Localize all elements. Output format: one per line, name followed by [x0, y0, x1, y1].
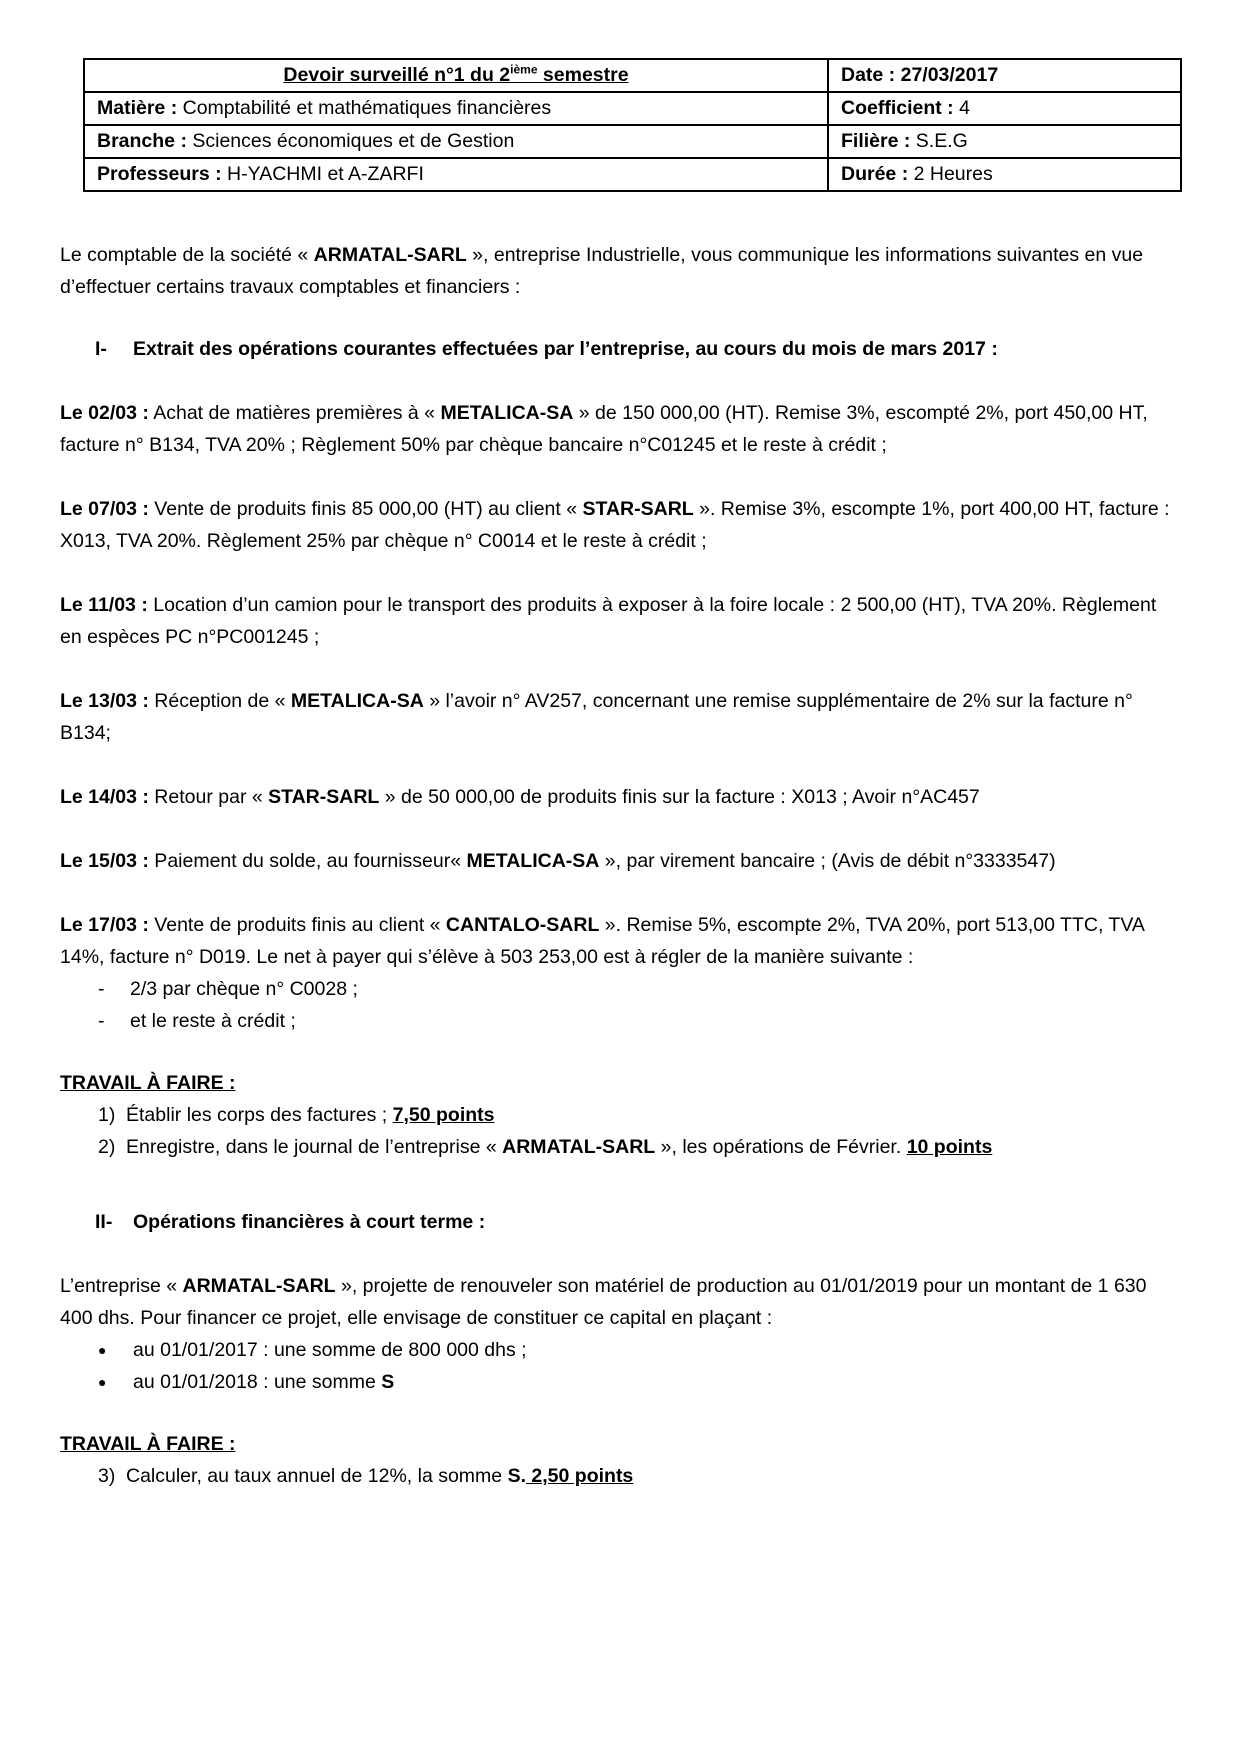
exam-page: [60, 58, 1180, 1492]
placements-list: [60, 1334, 1180, 1398]
matiere-cell: Matière : Comptabilité et mathématiques financières: [84, 92, 828, 125]
bullet-icon: ●: [98, 1342, 107, 1358]
header-row-branche: [84, 125, 1181, 158]
list-item: - 2/3 par chèque n° C0028 ;: [98, 978, 358, 1000]
list-item: - et le reste à crédit ;: [98, 1010, 296, 1032]
question-1: 1) Établir les corps des factures ; 7,50 points: [98, 1104, 495, 1126]
intro-paragraph: Le comptable de la société « ARMATAL-SARL », entreprise Industrielle, vous communique les informations suivantes en vue d’effectuer certains travaux comptables et financiers :: [60, 244, 1144, 298]
question-2: 2) Enregistre, dans le journal de l’entreprise « ARMATAL-SARL », les opérations de Février. 10 points: [98, 1136, 993, 1158]
travail-2-questions: [60, 1460, 1180, 1492]
filiere-cell: Filière : S.E.G: [828, 125, 1181, 158]
header-row-professeurs: [84, 158, 1181, 191]
branche-cell: Branche : Sciences économiques et de Gestion: [84, 125, 828, 158]
list-item: ● au 01/01/2018 : une somme S: [60, 1366, 1180, 1398]
exam-date: Date : 27/03/2017: [828, 59, 1181, 92]
travail-a-faire-2-title: TRAVAIL À FAIRE :: [60, 1433, 236, 1455]
travail-a-faire-1-title: TRAVAIL À FAIRE :: [60, 1072, 236, 1094]
header-row-matiere: [84, 92, 1181, 125]
operation-11-03: Le 11/03 : Location d’un camion pour le transport des produits à exposer à la foire locale : 2 500,00 (HT), TVA 20%. Règlement en espèces PC n°PC001245 ;: [60, 594, 1157, 648]
travail-1-questions: [60, 1099, 1180, 1163]
coefficient-cell: Coefficient : 4: [828, 92, 1181, 125]
header-row-title: [84, 59, 1181, 92]
payment-terms-list: [60, 973, 1180, 1037]
operation-14-03: Le 14/03 : Retour par « STAR-SARL » de 50 000,00 de produits finis sur la facture : X013 ; Avoir n°AC457: [60, 786, 980, 808]
section-2-title: II- Opérations financières à court terme :: [95, 1211, 486, 1233]
question-3: 3) Calculer, au taux annuel de 12%, la somme S. 2,50 points: [98, 1465, 634, 1487]
operation-02-03: Le 02/03 : Achat de matières premières à « METALICA-SA » de 150 000,00 (HT). Remise 3%, escompté 2%, port 450,00 HT, facture n° B134, TVA 20% ; Règlement 50% par chèque bancaire n°C01245 et le reste à crédit ;: [60, 402, 1148, 456]
duree-cell: Durée : 2 Heures: [828, 158, 1181, 191]
header-table: [83, 58, 1182, 192]
operation-13-03: Le 13/03 : Réception de « METALICA-SA » l’avoir n° AV257, concernant une remise supplémentaire de 2% sur la facture n° B134;: [60, 690, 1133, 744]
bullet-icon: ●: [98, 1374, 107, 1390]
section-2-paragraph: L’entreprise « ARMATAL-SARL », projette de renouveler son matériel de production au 01/01/2019 pour un montant de 1 630 400 dhs. Pour financer ce projet, elle envisage de constituer ce capital en plaçant :: [60, 1275, 1147, 1329]
list-item: ● au 01/01/2017 : une somme de 800 000 dhs ;: [60, 1334, 1180, 1366]
section-1-title: I- Extrait des opérations courantes effectuées par l’entreprise, au cours du mois de mars 2017 :: [95, 338, 998, 360]
operation-15-03: Le 15/03 : Paiement du solde, au fournisseur« METALICA-SA », par virement bancaire ; (Avis de débit n°3333547): [60, 850, 1056, 872]
operation-17-03: Le 17/03 : Vente de produits finis au client « CANTALO-SARL ». Remise 5%, escompte 2%, TVA 20%, port 513,00 TTC, TVA 14%, facture n° D019. Le net à payer qui s’élève à 503 253,00 est à régler de la manière suivante :: [60, 914, 1144, 968]
professeurs-cell: Professeurs : H-YACHMI et A-ZARFI: [84, 158, 828, 191]
exam-title: Devoir surveillé n°1 du 2ième semestre: [84, 59, 828, 92]
operation-07-03: Le 07/03 : Vente de produits finis 85 000,00 (HT) au client « STAR-SARL ». Remise 3%, escompte 1%, port 400,00 HT, facture : X013, TVA 20%. Règlement 25% par chèque n° C0014 et le reste à crédit ;: [60, 498, 1170, 552]
